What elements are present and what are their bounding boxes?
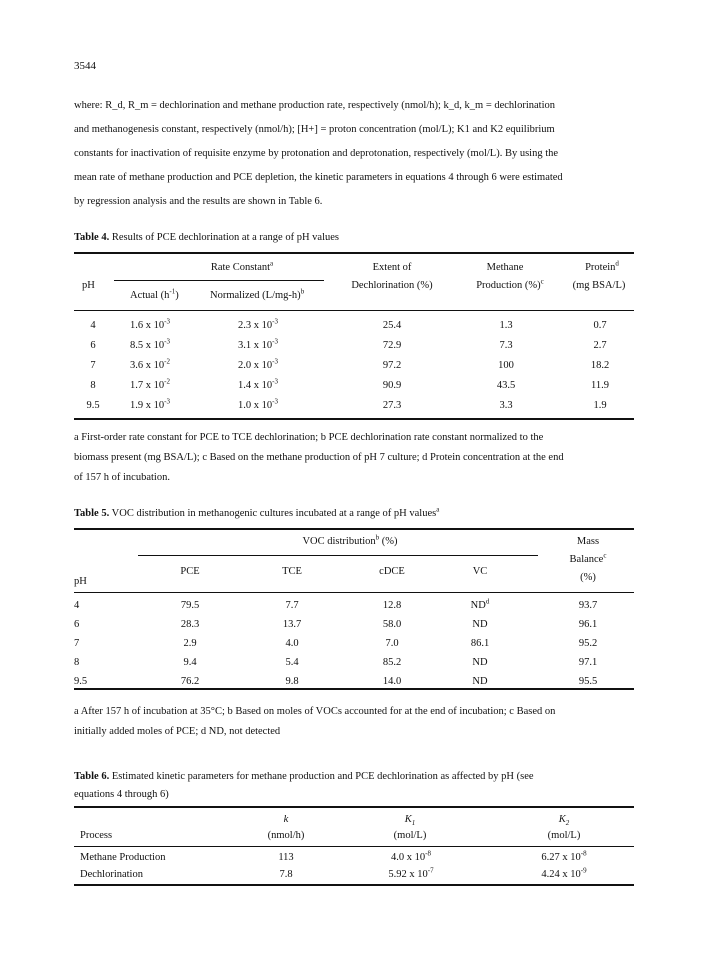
table6-caption-text-2: equations 4 through 6): [74, 789, 169, 800]
table4-cell-ph: 8: [90, 380, 96, 391]
table4-header-methane-1: Methane: [486, 262, 524, 273]
page-number: 3544: [74, 60, 96, 72]
table5-cell-mass: 95.5: [578, 676, 598, 687]
table6-cell-k: 113: [278, 852, 294, 863]
table5-cell-pce: 28.3: [180, 619, 200, 630]
table5-cell-vc: 86.1: [470, 638, 490, 649]
table4-header-rule: [74, 310, 634, 311]
table4-header-normalized: Normalized $(L/mg-h)^b$: [210, 287, 305, 301]
table5-header-cdce: cDCE: [379, 566, 405, 577]
table4-cell-extent: 25.4: [382, 320, 402, 331]
table6-header-k1: $K_1$: [404, 814, 416, 828]
table6: [74, 806, 634, 886]
table5-cell-mass: 97.1: [578, 657, 598, 668]
table4-cell-methane: 43.5: [496, 380, 516, 391]
table4-cell-protein: 0.7: [593, 320, 607, 331]
table5-cell-cdce: 14.0: [382, 676, 402, 687]
table5-header-voc: VOC distribution$^b$ (%): [302, 533, 398, 547]
table4-cell-ph: 6: [90, 340, 96, 351]
table4-caption: [74, 232, 339, 243]
table5: [74, 528, 634, 688]
table4-cell-methane: 7.3: [499, 340, 513, 351]
table6-header-k2: $K_2$: [558, 814, 570, 828]
table6-cell-k1: 4.0 x $10^{-8}$: [391, 849, 431, 863]
table5-cell-vc: ND: [472, 619, 488, 630]
table4-cell-normalized: 1.4 x $10^{-3}$: [238, 377, 278, 391]
table6-cell-process: Dechlorination: [80, 869, 143, 880]
table4-cell-extent: 27.3: [382, 400, 402, 411]
table4-header-extent-2: Dechlorination (%): [351, 280, 433, 291]
table6-header-rule: [74, 846, 634, 847]
table4-cell-extent: 97.2: [382, 360, 402, 371]
table5-header-mass-2: Balance$^c$: [569, 551, 607, 565]
table5-header-pce: PCE: [180, 566, 200, 577]
table5-caption-text: VOC distribution in methanogenic cultures incubated at a range of pH values: [111, 508, 437, 519]
table4-cell-protein: 18.2: [590, 360, 610, 371]
table5-cell-vc: ND: [472, 676, 488, 687]
table4-cell-actual: 3.6 x $10^{-2}$: [130, 357, 170, 371]
table4-header-protein-2: (mg BSA/L): [572, 280, 626, 291]
table6-header-k2-unit: (mol/L): [547, 830, 581, 841]
table4-cell-protein: 1.9: [593, 400, 607, 411]
table5-cell-tce: 5.4: [285, 657, 299, 668]
table6-cell-process: Methane Production: [80, 852, 166, 863]
table5-cell-tce: 9.8: [285, 676, 299, 687]
table4-cell-ph: 7: [90, 360, 96, 371]
table4-header-actual: Actual $(h^{-1})$: [130, 287, 179, 301]
table4-cell-normalized: 3.1 x $10^{-3}$: [238, 337, 278, 351]
table4-footnote-line: of 157 h of incubation.: [74, 472, 170, 483]
table6-cell-k1: 5.92 x $10^{-7}$: [388, 866, 434, 880]
table6-caption-text-1: Estimated kinetic parameters for methane production and PCE dechlorination as affected by pH (see: [111, 771, 534, 782]
intro-line: and methanogenesis constant, respectively (nmol/h); [H+] = proton concentration (mol/L); K1 and K2 equilibrium: [74, 124, 555, 135]
table4-header-rate-constant: Rate Constant$^a$: [210, 259, 274, 273]
table5-cell-ph: 8: [74, 657, 80, 668]
table6-cell-k2: 6.27 x $10^{-8}$: [541, 849, 587, 863]
table4-cell-protein: 11.9: [591, 380, 609, 391]
intro-line: by regression analysis and the results are shown in Table 6.: [74, 196, 323, 207]
table4-bottom-rule: [74, 418, 634, 420]
table4-caption-text: Results of PCE dechlorination at a range of pH values: [111, 232, 339, 243]
table5-cell-cdce: 12.8: [382, 600, 402, 611]
table6-cell-k2: 4.24 x $10^{-9}$: [541, 866, 587, 880]
table4-cell-normalized: 2.3 x $10^{-3}$: [238, 317, 278, 331]
table4-footnote-line: biomass present (mg BSA/L); c Based on the methane production of pH 7 culture; d Protein concentration at the end: [74, 452, 564, 463]
table4-header-protein-1: Protein$^d$: [585, 259, 619, 273]
table4-cell-normalized: 1.0 x $10^{-3}$: [238, 397, 278, 411]
intro-line: constants for inactivation of requisite enzyme by protonation and deprotonation, respectively (mol/L). By using the: [74, 148, 559, 159]
table5-cell-pce: 76.2: [180, 676, 200, 687]
table5-header-rule: [74, 592, 634, 593]
table5-cell-pce: 9.4: [183, 657, 197, 668]
intro-paragraph: [74, 94, 634, 214]
table5-footnote-line: a After 157 h of incubation at 35°C; b Based on moles of VOCs accounted for at the end of incubation; c Based on: [74, 706, 556, 717]
table4-footnote-line: a First-order rate constant for PCE to TCE dechlorination; b PCE dechlorination rate constant normalized to the: [74, 432, 544, 443]
table5-cell-vc: ND: [472, 657, 488, 668]
table6-header-k1-unit: (mol/L): [393, 830, 427, 841]
table4-cell-protein: 2.7: [593, 340, 607, 351]
table5-cell-mass: 96.1: [578, 619, 598, 630]
table6-bottom-rule: [74, 884, 634, 886]
table5-cell-vc: $ND^d$: [470, 597, 490, 611]
table6-header-k-unit: (nmol/h): [267, 830, 305, 841]
table5-cell-cdce: 58.0: [382, 619, 402, 630]
table5-header-mass-3: (%): [580, 572, 596, 583]
table4-cell-methane: 1.3: [499, 320, 513, 331]
table5-cell-tce: 13.7: [282, 619, 302, 630]
table4-cell-extent: 72.9: [382, 340, 402, 351]
table5-cell-pce: 79.5: [180, 600, 200, 611]
table4-cell-ph: 4: [90, 320, 96, 331]
intro-line: where: R_d, R_m = dechlorination and methane production rate, respectively (nmol/h); k_d, k_m = dechlorination: [74, 100, 556, 111]
table4-cell-normalized: 2.0 x $10^{-3}$: [238, 357, 278, 371]
table4-cell-actual: 1.6 x $10^{-3}$: [130, 317, 170, 331]
table5-cell-ph: 9.5: [74, 676, 88, 687]
table6-header-process: Process: [80, 830, 113, 841]
table4-cell-extent: 90.9: [382, 380, 402, 391]
table4-rate-subrule: [114, 280, 324, 281]
table4-cell-actual: 8.5 x $10^{-3}$: [130, 337, 170, 351]
table4: [74, 252, 634, 422]
table5-footnote-line: initially added moles of PCE; d ND, not detected: [74, 726, 281, 737]
table4-label: Table 4.: [74, 232, 110, 243]
table5-label: Table 5.: [74, 508, 110, 519]
table5-voc-subrule: [138, 555, 538, 556]
table4-header-ph: pH: [82, 280, 95, 291]
table5-cell-cdce: 85.2: [382, 657, 402, 668]
table5-cell-ph: 6: [74, 619, 80, 630]
table4-header-extent-1: Extent of: [372, 262, 412, 273]
table5-cell-cdce: 7.0: [385, 638, 399, 649]
table5-cell-tce: 4.0: [285, 638, 299, 649]
table5-cell-ph: 4: [74, 600, 80, 611]
table6-label: Table 6.: [74, 771, 110, 782]
table5-footnotes: [74, 702, 634, 742]
table4-cell-methane: 3.3: [499, 400, 513, 411]
table4-cell-ph: 9.5: [86, 400, 100, 411]
table4-cell-actual: 1.7 x $10^{-2}$: [130, 377, 170, 391]
table5-cell-mass: 93.7: [578, 600, 598, 611]
table5-cell-mass: 95.2: [578, 638, 598, 649]
table5-bottom-rule: [74, 688, 634, 690]
table6-cell-k: 7.8: [279, 869, 293, 880]
table4-cell-actual: 1.9 x $10^{-3}$: [130, 397, 170, 411]
table4-cell-methane: 100: [498, 360, 514, 371]
intro-line: mean rate of methane production and PCE depletion, the kinetic parameters in equations 4 through 6 were estimated: [74, 172, 563, 183]
table6-caption: [74, 768, 534, 804]
table4-footnotes: [74, 428, 634, 488]
table5-header-vc: VC: [472, 566, 488, 577]
table5-cell-ph: 7: [74, 638, 80, 649]
table5-caption: Table 5. VOC distribution in methanogenic cultures incubated at a range of pH values$^a$: [74, 505, 440, 519]
table5-header-tce: TCE: [282, 566, 302, 577]
table5-header-mass-1: Mass: [576, 536, 600, 547]
table4-header-methane-2: Production (%)$^c$: [476, 277, 544, 291]
table6-header-k: k: [283, 814, 289, 825]
table5-header-ph: pH: [74, 576, 87, 587]
table5-cell-pce: 2.9: [183, 638, 197, 649]
table5-cell-tce: 7.7: [285, 600, 299, 611]
